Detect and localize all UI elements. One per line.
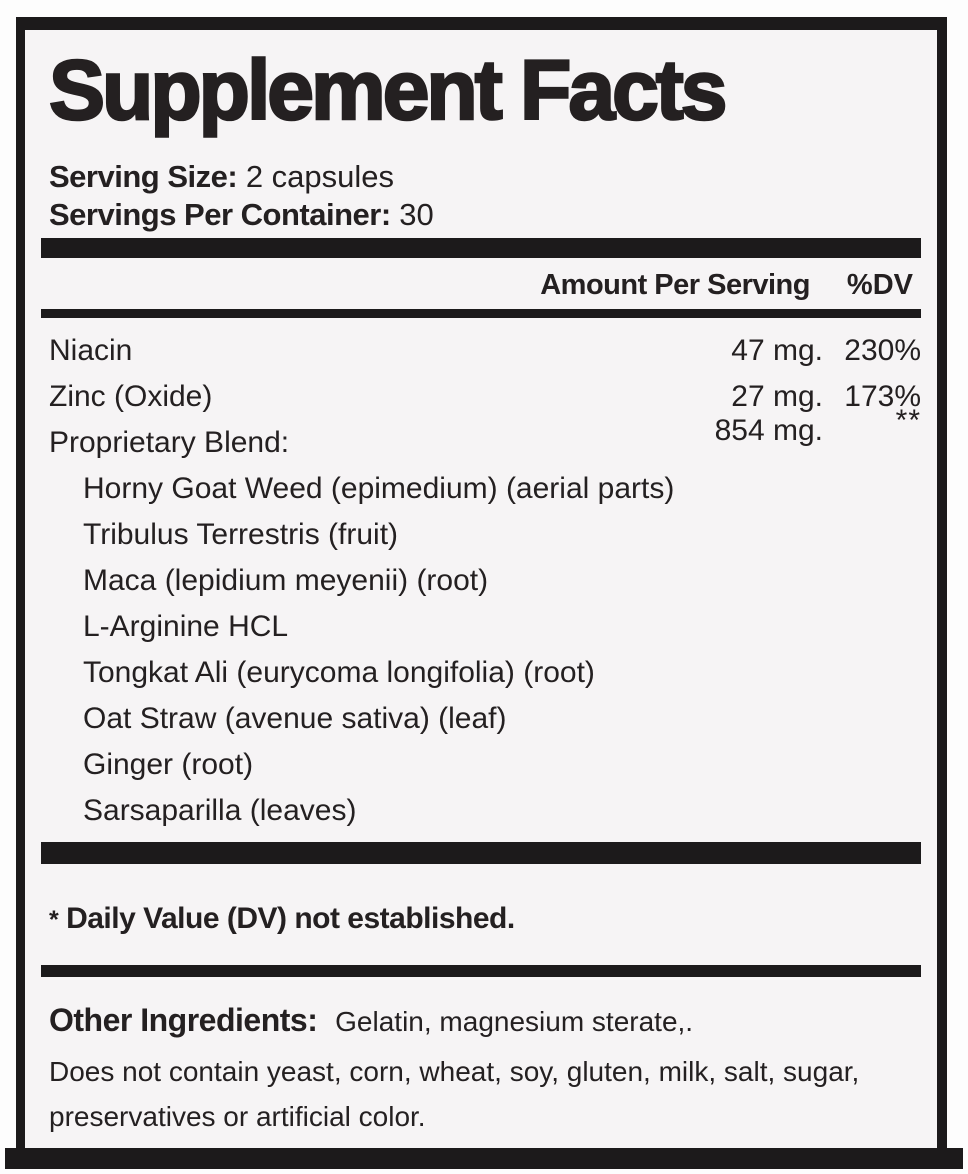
serving-size-label: Serving Size: [49, 159, 238, 194]
nutrient-name: Proprietary Blend: [49, 426, 290, 459]
table-row-proprietary-blend [41, 404, 921, 466]
serving-size-line [49, 158, 921, 196]
nutrient-dv [823, 404, 921, 454]
blend-ingredient-list [41, 466, 921, 834]
list-item: Maca (lepidium meyenii) (root) [83, 564, 489, 597]
disclaimer-line: Does not contain yeast, corn, wheat, soy, gluten, milk, salt, sugar, [49, 1056, 860, 1087]
serving-size-value: 2 capsules [245, 159, 395, 194]
footnote-text: Daily Value (DV) not established. [66, 902, 515, 935]
servings-per-container-value: 30 [399, 197, 434, 232]
nutrient-table [41, 328, 921, 834]
divider-thick-top [41, 238, 921, 258]
nutrient-amount: 854 mg. [714, 414, 823, 447]
divider-above-other-ingredients [41, 965, 921, 977]
servings-per-container-label: Servings Per Container: [49, 197, 391, 232]
double-asterisk: ** [895, 404, 921, 437]
list-item: Horny Goat Weed (epimedium) (aerial parts) [83, 472, 675, 505]
servings-per-container-line [49, 196, 921, 234]
nutrient-dv: 230% [844, 334, 921, 367]
allergen-disclaimer [41, 1049, 921, 1139]
other-ingredients-value: Gelatin, magnesium sterate,. [335, 1006, 694, 1037]
other-ingredients-line [41, 999, 921, 1043]
list-item: Ginger (root) [83, 748, 254, 781]
nutrient-name: Niacin [49, 334, 133, 367]
list-item: L-Arginine HCL [83, 610, 289, 643]
disclaimer-line: preservatives or artificial color. [49, 1101, 426, 1132]
amount-per-serving-header: Amount Per Serving [540, 269, 810, 301]
list-item: Tongkat Ali (eurycoma longifolia) (root) [83, 656, 595, 689]
divider-under-header [41, 309, 921, 318]
bottom-border-strip [5, 1148, 963, 1169]
nutrient-amount: 27 mg. [731, 380, 823, 413]
page-title: Supplement Facts [49, 43, 725, 137]
asterisk: * [49, 906, 59, 934]
label-frame [16, 17, 947, 1148]
list-item: Oat Straw (avenue sativa) (leaf) [83, 702, 507, 735]
nutrient-dv: 173% [844, 380, 921, 413]
divider-thick-middle [41, 842, 921, 864]
nutrient-amount: 47 mg. [731, 334, 823, 367]
other-ingredients-label: Other Ingredients: [49, 1002, 318, 1038]
table-row [41, 328, 921, 374]
list-item: Tribulus Terrestris (fruit) [83, 518, 399, 551]
list-item: Sarsaparilla (leaves) [83, 794, 357, 827]
nutrient-name: Zinc (Oxide) [49, 380, 213, 413]
daily-value-footnote [41, 900, 921, 939]
dv-header: %DV [846, 269, 913, 301]
serving-info [41, 158, 921, 234]
label-content [25, 30, 937, 1148]
table-column-header [41, 270, 921, 300]
